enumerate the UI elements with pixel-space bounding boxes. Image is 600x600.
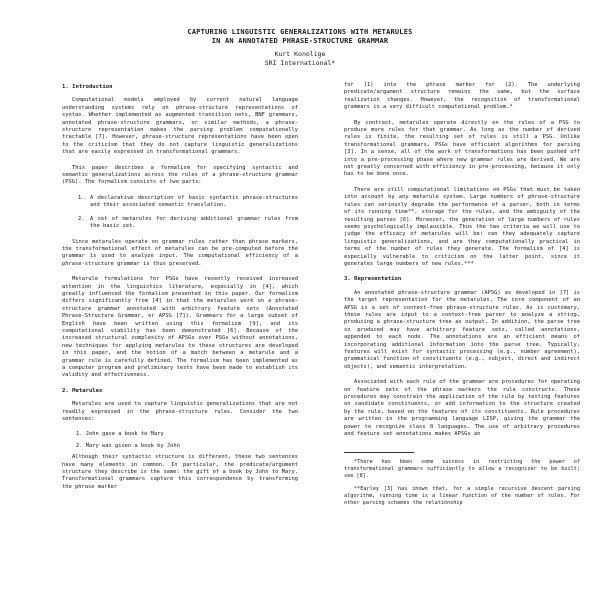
- paragraph: for (1) into the phrase marker for (2). The underlying predicate/argument structure remains the same, but the surface realization changes. However, the recognition of transformational grammars is a very difficult computational problem.*: [344, 82, 580, 111]
- paragraph: Although their syntactic structure is different, these two sentences have many elements in common. In particular, the predicate/argument structure they describe is the same: the gift of a book by John to Mary. Transformational grammars capture this correspondence by transforming the phrase marker: [62, 454, 298, 490]
- paragraph: Since metarules operate on grammar rules rather than phrase markers, the transformational effect of metarules can be pre-computed before the grammar is used to analyze input. The computational efficiency of a phrase-structure grammar is thus preserved.: [62, 238, 298, 267]
- list-item-text: A set of metarules for deriving additional grammar rules from the basic set.: [90, 215, 298, 230]
- paragraph: Associated with each rule of the grammar are procedures for operating on feature sets of the phrase markers the rule constructs. These procedures may constrain the application of the rule by testing features on candidate constituents, or add information to the structure created by the rule, based on the features of its constituents. Rule procedures are written in the programming language LISP, giving the grammar the power to recognize class 0 languages. The use of arbitrary procedures and feature set annotations makes APSGs an: [344, 379, 580, 438]
- paragraph: An annotated phrase-structure grammar (APSG) as developed in [7] is the target representation for the metarules. The core component of an APSG is a set of context-free phrase-structure rules. As is customary, these rules are input to a context-free parser to analyze a string, producing a phrase-structure tree as output. In addition, the parse tree so produced may have arbitrary feature sets, called annotations, appended to each node. The annotations are an efficient means of incorporating additional information into the parse tree. Typically, features will exist for syntactic processing (e.g., number agreement), grammatical function of constituents (e.g., subject, direct and indirect objects), and semantic interpretation.: [344, 289, 580, 370]
- right-column: [344, 82, 580, 513]
- paper-title: [150, 28, 450, 46]
- numbered-list: [78, 195, 298, 231]
- title-line-1: CAPTURING LINGUISTIC GENERALIZATIONS WITH METARULES: [187, 28, 413, 36]
- author-name: Kurt Konolige: [274, 50, 326, 58]
- footnote: *There has been some success in restricting the power of transformational grammars sufficiently to allow a recognizer to be built; see [8].: [344, 459, 580, 480]
- list-item-number: 1.: [78, 194, 85, 201]
- paragraph: Metarules are used to capture linguistic generalizations that are not readily expressed in the phrase-structure rules. Consider the two sentences:: [62, 401, 298, 423]
- footnote-divider: [344, 452, 414, 453]
- list-item: [78, 216, 298, 231]
- paragraph: By contrast, metarules operate directly on the rules of a PSG to produce more rules for that grammar. As long as the number of derived rules is finite, the resulting set of rules is still a PSG. Unlike transformational grammars, PSGs have efficient algorithms for parsing [3]. In a sense, all of the work of transformations has been pushed off into a pre-processing phase where new grammar rules are derived. We are not greatly concerned with efficiency in pre-processing, because it only has to be done once.: [344, 119, 580, 178]
- section-heading-representation: 3. Representation: [344, 276, 402, 283]
- example-sentence: 1. John gave a book to Mary: [76, 431, 164, 438]
- example-sentence: 2. Mary was given a book by John: [76, 442, 180, 449]
- list-item-number: 2.: [78, 215, 85, 222]
- author-affiliation: SRI International*: [264, 58, 336, 67]
- paragraph: There are still computational limitations on PSGs that must be taken into account by any metarule system. Large numbers of phrase-structure rules can seriously degrade the performance of a parser, both in terms of its running time**, storage for the rules, and the ambiguity of the resulting parses [6]. Moreover, the generation of large numbers of rules seems psychologically implausible. Thus the two criteria we will use to judge the efficacy of metarules will be: can they adequately capture linguistic generalizations, and are they computationally practical in terms of the number of rules they generate. The formalism of [4] is especially vulnerable to criticism on the latter point, since it generates large numbers of new rules.***: [344, 186, 580, 267]
- paragraph: Computational models employed by current natural language understanding systems rely on phrase-structure representations of syntax. Whether implemented as augmented transition nets, BNF grammars, annotated phrase-structure grammars, or similar methods, a phrase-structure representation makes the parsing problem computationally tractable [7]. However, phrase-structure representations have been open to the criticism that they do not capture linguistic generalizations that are easily expressed in transformational grammars.: [62, 97, 298, 156]
- list-item-text: A declarative description of basic syntactic phrase-structures and their associated semantic translation.: [90, 194, 298, 209]
- left-column: [62, 78, 298, 499]
- footnote: **Earley [3] has shown that, for a simple recursive descent parsing algorithm, running time is a linear function of the number of rules. For other parsing schemes the relationship: [344, 486, 580, 507]
- author-block: [200, 50, 400, 67]
- list-item: [78, 195, 298, 210]
- paragraph: This paper describes a formalism for specifying syntactic and semantic generalizations across the rules of a phrase-structure grammar (PSG). The formalism consists of two parts:: [62, 164, 298, 186]
- paragraph: Metarule formulations for PSGs have recently received increased attention in the linguistics literature, especially in [4], which greatly influenced the formalism presented in this paper. Our formalism differs significantly from [4] in that the metarules work on a phrase-structure grammar annotated with arbitrary feature sets (Annotated Phrase-Structure Grammar, or APSG [7]). Grammars for a large subset of English have been written using this formalism [9], and its computational viability has been demonstrated [6]. Because of the increased structural complexity of APSGs over PSGs without annotations, new techniques for applying metarules to these structures are developed in this paper, and the notion of a match between a metarule and a grammar rule is carefully defined. The formalism has been implemented as a computer program and preliminary tests have been made to establish its validity and effectiveness.: [62, 276, 298, 379]
- section-heading-introduction: 1. Introduction: [62, 84, 113, 90]
- title-line-2: IN AN ANNOTATED PHRASE-STRUCTURE GRAMMAR: [211, 37, 389, 45]
- section-heading-metarules: 2. Metarules: [62, 387, 103, 394]
